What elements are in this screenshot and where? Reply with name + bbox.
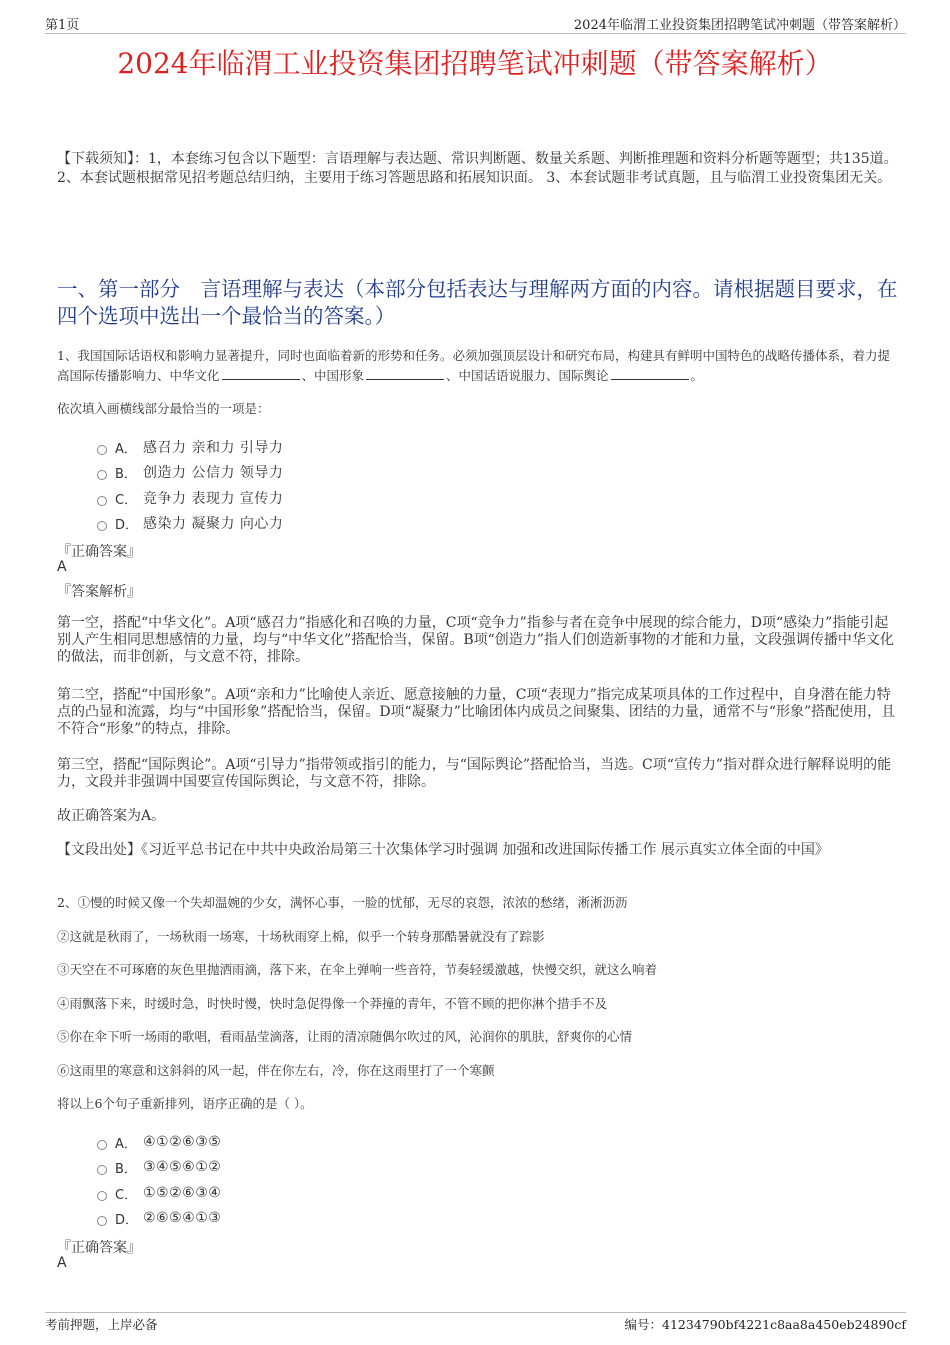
q1-option-c[interactable] <box>97 488 283 508</box>
q1-answer: A <box>57 559 67 575</box>
analysis-source: 【文段出处】《习近平总书记在中共中央政治局第三十次集体学习时强调 加强和改进国际传播工作 展示真实立体全面的中国》 <box>57 842 829 858</box>
radio-icon[interactable] <box>97 521 107 531</box>
q1-analysis-label: 『答案解析』 <box>57 584 141 600</box>
q1-option-d[interactable] <box>97 513 283 533</box>
header-doc-title: 2024年临渭工业投资集团招聘笔试冲刺题（带答案解析） <box>573 18 906 33</box>
option-text: ②⑥⑤④①③ <box>143 1210 222 1226</box>
option-text: 感染力 凝聚力 向心力 <box>143 516 284 532</box>
option-letter: C． <box>115 1187 138 1203</box>
option-text: ③④⑤⑥①② <box>143 1159 222 1175</box>
q1-stem-part-c: 、中国话语说服力、国际舆论 <box>446 368 609 383</box>
page-number: 第1页 <box>45 18 80 33</box>
radio-icon[interactable] <box>97 496 107 506</box>
footer-serial: 编号：41234790bf4221c8aa8a450eb24890cf <box>624 1317 906 1332</box>
fill-blank-3 <box>611 368 689 380</box>
radio-icon[interactable] <box>97 1140 107 1150</box>
radio-icon[interactable] <box>97 1165 107 1175</box>
q1-option-b[interactable] <box>97 462 283 482</box>
footer-slogan: 考前押题，上岸必备 <box>45 1317 158 1332</box>
q2-sentence-4: ④雨飘落下来，时缓时急，时快时慢，快时急促得像一个莽撞的青年，不管不顾的把你淋个措手不及 <box>57 996 608 1011</box>
question-1-prompt: 依次填入画横线部分最恰当的一项是： <box>57 401 270 416</box>
q2-option-d[interactable] <box>97 1208 221 1228</box>
analysis-paragraph-1: 第一空，搭配“中华文化”。A项“感召力”指感化和召唤的力量，C项“竞争力”指参与者在竞争中展现的综合能力，D项“感染力”指能引起别人产生相同思想感情的力量，均与“中华文化”搭配恰当，保留。B项“创造力”指人们创造新事物的才能和力量，文段强调传播中华文化的做法，而非创新，与文意不符，排除。 <box>57 615 894 665</box>
q2-answer-label: 『正确答案』 <box>57 1240 141 1256</box>
option-text: ①⑤②⑥③④ <box>143 1185 222 1201</box>
radio-icon[interactable] <box>97 1216 107 1226</box>
document-title: 2024年临渭工业投资集团招聘笔试冲刺题（带答案解析） <box>117 47 833 80</box>
q1-option-a[interactable] <box>97 437 283 457</box>
q2-answer: A <box>57 1255 67 1271</box>
option-letter: B． <box>115 466 137 482</box>
radio-icon[interactable] <box>97 445 107 455</box>
q1-stem-part-a: 1、我国国际话语权和影响力显著提升，同时也面临着新的形势和任务。必须加强顶层设计和研究布局，构建具有鲜明中国特色的战略传播体系，着力提高国际传播影响力、中华文化 <box>57 348 890 383</box>
header-divider <box>45 33 906 34</box>
q2-option-a[interactable] <box>97 1132 221 1152</box>
analysis-conclusion: 故正确答案为A。 <box>57 808 166 824</box>
question-2-prompt: 将以上6个句子重新排列，语序正确的是（ ）。 <box>57 1096 313 1111</box>
option-letter: A． <box>115 441 137 457</box>
download-notice: 【下载须知】：1，本套练习包含以下题型：言语理解与表达题、常识判断题、数量关系题、判断推理题和资料分析题等题型；共135道。 2、本套试题根据常见招考题总结归纳，主要用于练习答题思路和拓展知识面。 3、本套试题非考试真题，且与临渭工业投资集团无关。 <box>57 151 898 186</box>
q2-sentence-2: ②这就是秋雨了，一场秋雨一场寒，十场秋雨穿上棉，似乎一个转身那酷暑就没有了踪影 <box>57 929 545 944</box>
question-1-stem <box>57 346 899 386</box>
q2-sentence-5: ⑤你在伞下听一场雨的歌唱，看雨晶莹滴落，让雨的清凉随偶尔吹过的风，沁润你的肌肤，舒爽你的心情 <box>57 1029 633 1044</box>
q2-sentence-1: 2、①慢的时候又像一个失却温婉的少女，满怀心事，一脸的忧郁，无尽的哀怨，浓浓的愁绪，淅淅沥沥 <box>57 895 628 910</box>
option-text: 感召力 亲和力 引导力 <box>143 440 284 456</box>
radio-icon[interactable] <box>97 1191 107 1201</box>
q1-stem-part-b: 、中国形象 <box>301 368 365 383</box>
radio-icon[interactable] <box>97 470 107 480</box>
option-letter: D． <box>115 517 139 533</box>
q2-sentence-6: ⑥这雨里的寒意和这斜斜的风一起，伴在你左右，冷，你在这雨里打了一个寒颤 <box>57 1063 495 1078</box>
analysis-paragraph-3: 第三空，搭配“国际舆论”。A项“引导力”指带领或指引的能力，与“国际舆论”搭配恰当，当选。C项“宣传力”指对群众进行解释说明的能力，文段并非强调中国要宣传国际舆论，与文意不符，排除。 <box>57 757 892 790</box>
option-text: 创造力 公信力 领导力 <box>143 465 284 481</box>
q1-stem-part-d: 。 <box>690 368 704 383</box>
option-letter: D． <box>115 1212 139 1228</box>
option-letter: A． <box>115 1136 137 1152</box>
analysis-paragraph-2: 第二空，搭配“中国形象”。A项“亲和力”比喻使人亲近、愿意接触的力量，C项“表现力”指完成某项具体的工作过程中，自身潜在能力特点的凸显和流露，均与“中国形象”搭配恰当，保留。D项“凝聚力”比喻团体内成员之间聚集、团结的力量，通常不与“形象”搭配使用，且不符合“形象”的特点，排除。 <box>57 687 896 737</box>
q2-option-c[interactable] <box>97 1183 221 1203</box>
fill-blank-1 <box>222 368 300 380</box>
q1-answer-label: 『正确答案』 <box>57 544 141 560</box>
option-text: ④①②⑥③⑤ <box>143 1134 222 1150</box>
option-letter: C． <box>115 492 138 508</box>
option-letter: B． <box>115 1161 137 1177</box>
footer-divider <box>45 1312 906 1313</box>
option-text: 竞争力 表现力 宣传力 <box>143 491 284 507</box>
section-title: 一、第一部分 言语理解与表达（本部分包括表达与理解两方面的内容。请根据题目要求，在四个选项中选出一个最恰当的答案。） <box>57 277 898 328</box>
q2-option-b[interactable] <box>97 1157 221 1177</box>
q2-sentence-3: ③天空在不可琢磨的灰色里抛洒雨滴，落下来，在伞上弹响一些音符，节奏轻缓激越，快慢交织，就这么响着 <box>57 962 658 977</box>
fill-blank-2 <box>366 368 444 380</box>
